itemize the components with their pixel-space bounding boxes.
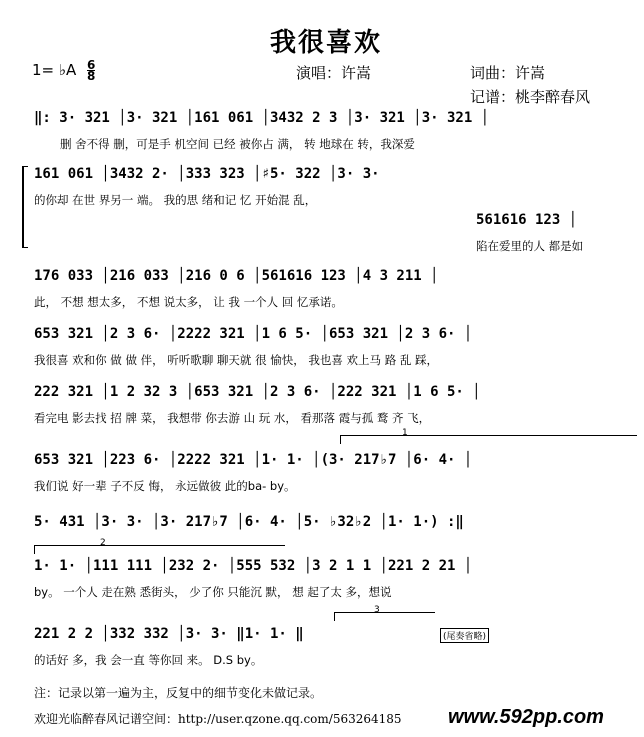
lyrics-row-8: by。 一个人 走在熟 悉街头， 少了你 只能沉 默， 想 起了太 多，想说 — [34, 585, 392, 599]
notation-row-3: 176 033 │216 033 │216 0 6 │561616 123 │4 3 211 │ — [34, 268, 439, 284]
transcriber-credit: 记谱：桃李醉春风 — [470, 88, 591, 106]
song-title: 我很喜欢 — [270, 28, 383, 58]
lyrics-row-6: 我们说 好一辈 子不反 悔， 永远做彼 此的ba- by。 — [34, 479, 296, 493]
system-bracket — [22, 166, 28, 248]
lyrics-row-2b: 陷在爱里的人 都是如 — [476, 239, 584, 253]
notation-row-5: 222 321 │1 2 32 3 │653 321 │2 3 6· │222 321 │1 6 5· │ — [34, 384, 481, 400]
time-numerator: 6 — [87, 58, 96, 72]
key-signature — [32, 60, 95, 81]
notation-row-6: 653 321 │223 6· │2222 321 │1· 1· │(3· 217♭7 │6· 4· │ — [34, 452, 473, 468]
notation-row-7: 5· 431 │3· 3· │3· 217♭7 │6· 4· │5· ♭32♭2 │1· 1·) :‖ — [34, 514, 464, 530]
key-label: 1= ♭A — [32, 61, 77, 79]
volta-3-bracket — [334, 612, 435, 621]
volta-3-label: 3 — [374, 605, 380, 615]
time-signature — [87, 60, 95, 81]
notation-row-2b: 561616 123 │ — [476, 212, 578, 228]
notation-row-1: ‖: 3· 321 │3· 321 │161 061 │3432 2 3 │3· 321 │3· 321 │ — [34, 110, 490, 126]
footnote: 注：记录以第一遍为主，反复中的细节变化未做记录。 — [34, 686, 323, 700]
lyrics-row-2: 的你却 在世 界另一 端。 我的思 绪和记 忆 开始混 乱， — [34, 193, 317, 207]
lyrics-row-1: 删 舍不得 删，可是手 机空间 已经 被你占 满， 转 地球在 转，我深爱 — [60, 137, 415, 151]
singer-credit: 演唱：许嵩 — [296, 64, 372, 82]
notation-row-8: 1· 1· │111 111 │232 2· │555 532 │3 2 1 1 │221 2 21 │ — [34, 558, 473, 574]
lyrics-row-3: 此， 不想 想太多， 不想 说太多， 让 我 一个人 回 忆承诺。 — [34, 295, 343, 309]
lyrics-row-4: 我很喜 欢和你 做 做 伴， 听听歌聊 聊天就 很 愉快， 我也喜 欢上马 路 乱 踩， — [34, 353, 439, 367]
notation-row-2: 161 061 │3432 2· │333 323 │♯5· 322 │3· 3· — [34, 166, 380, 182]
lyrics-row-9: 的话好 多，我 会一直 等你回 来。 D.S by。 — [34, 653, 263, 667]
lyrics-row-5: 看完电 影去找 招 牌 菜， 我想带 你去游 山 玩 水， 看那落 霞与孤 鹜 齐 飞， — [34, 411, 431, 425]
notation-row-4: 653 321 │2 3 6· │2222 321 │1 6 5· │653 321 │2 3 6· │ — [34, 326, 473, 342]
volta-2-label: 2 — [100, 538, 106, 548]
ending-note: (尾奏省略) — [440, 628, 489, 643]
notation-row-9: 221 2 2 │332 332 │3· 3· ‖1· 1· ‖ — [34, 626, 304, 642]
time-denominator: 8 — [87, 69, 96, 83]
volta-2-bracket — [34, 545, 285, 554]
welcome-text: 欢迎光临醉春风记谱空间：http://user.qzone.qq.com/563264185 — [34, 712, 402, 726]
lyricist-credit: 词曲：许嵩 — [470, 64, 546, 82]
volta-1-bracket — [340, 435, 637, 444]
volta-1-label: 1 — [402, 428, 408, 438]
site-brand: www.592pp.com — [448, 706, 604, 728]
